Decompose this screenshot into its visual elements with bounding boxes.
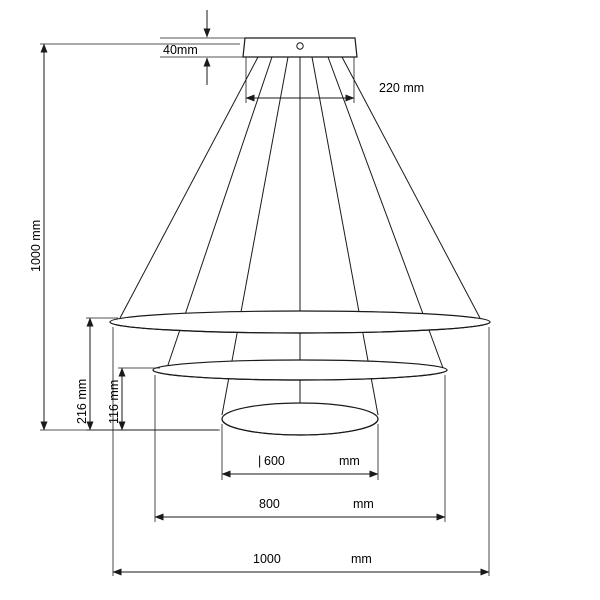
dimension-label-ring-small-unit: mm [339,454,360,468]
dimension-label-ring-large-value: 1000 [253,552,281,566]
dimension-label-canopy-width: 220 mm [379,81,425,95]
dimension-label-ring-small-value: 600 [264,454,285,468]
dimension-label-total-drop: 1000 mm [29,219,43,272]
dimension-label-canopy-height: 40mm [163,43,198,57]
dimension-label-ring-large-unit: mm [351,552,372,566]
extension-lines [40,38,489,576]
dimension-label-ring-small-prefix: | [258,454,262,468]
dimension-label-gap-116: 116 mm [107,379,121,424]
dimension-label-gap-216: 216 mm [75,378,89,424]
dimension-label-ring-medium-unit: mm [353,497,374,511]
dimension-label-ring-medium-value: 800 [259,497,280,511]
